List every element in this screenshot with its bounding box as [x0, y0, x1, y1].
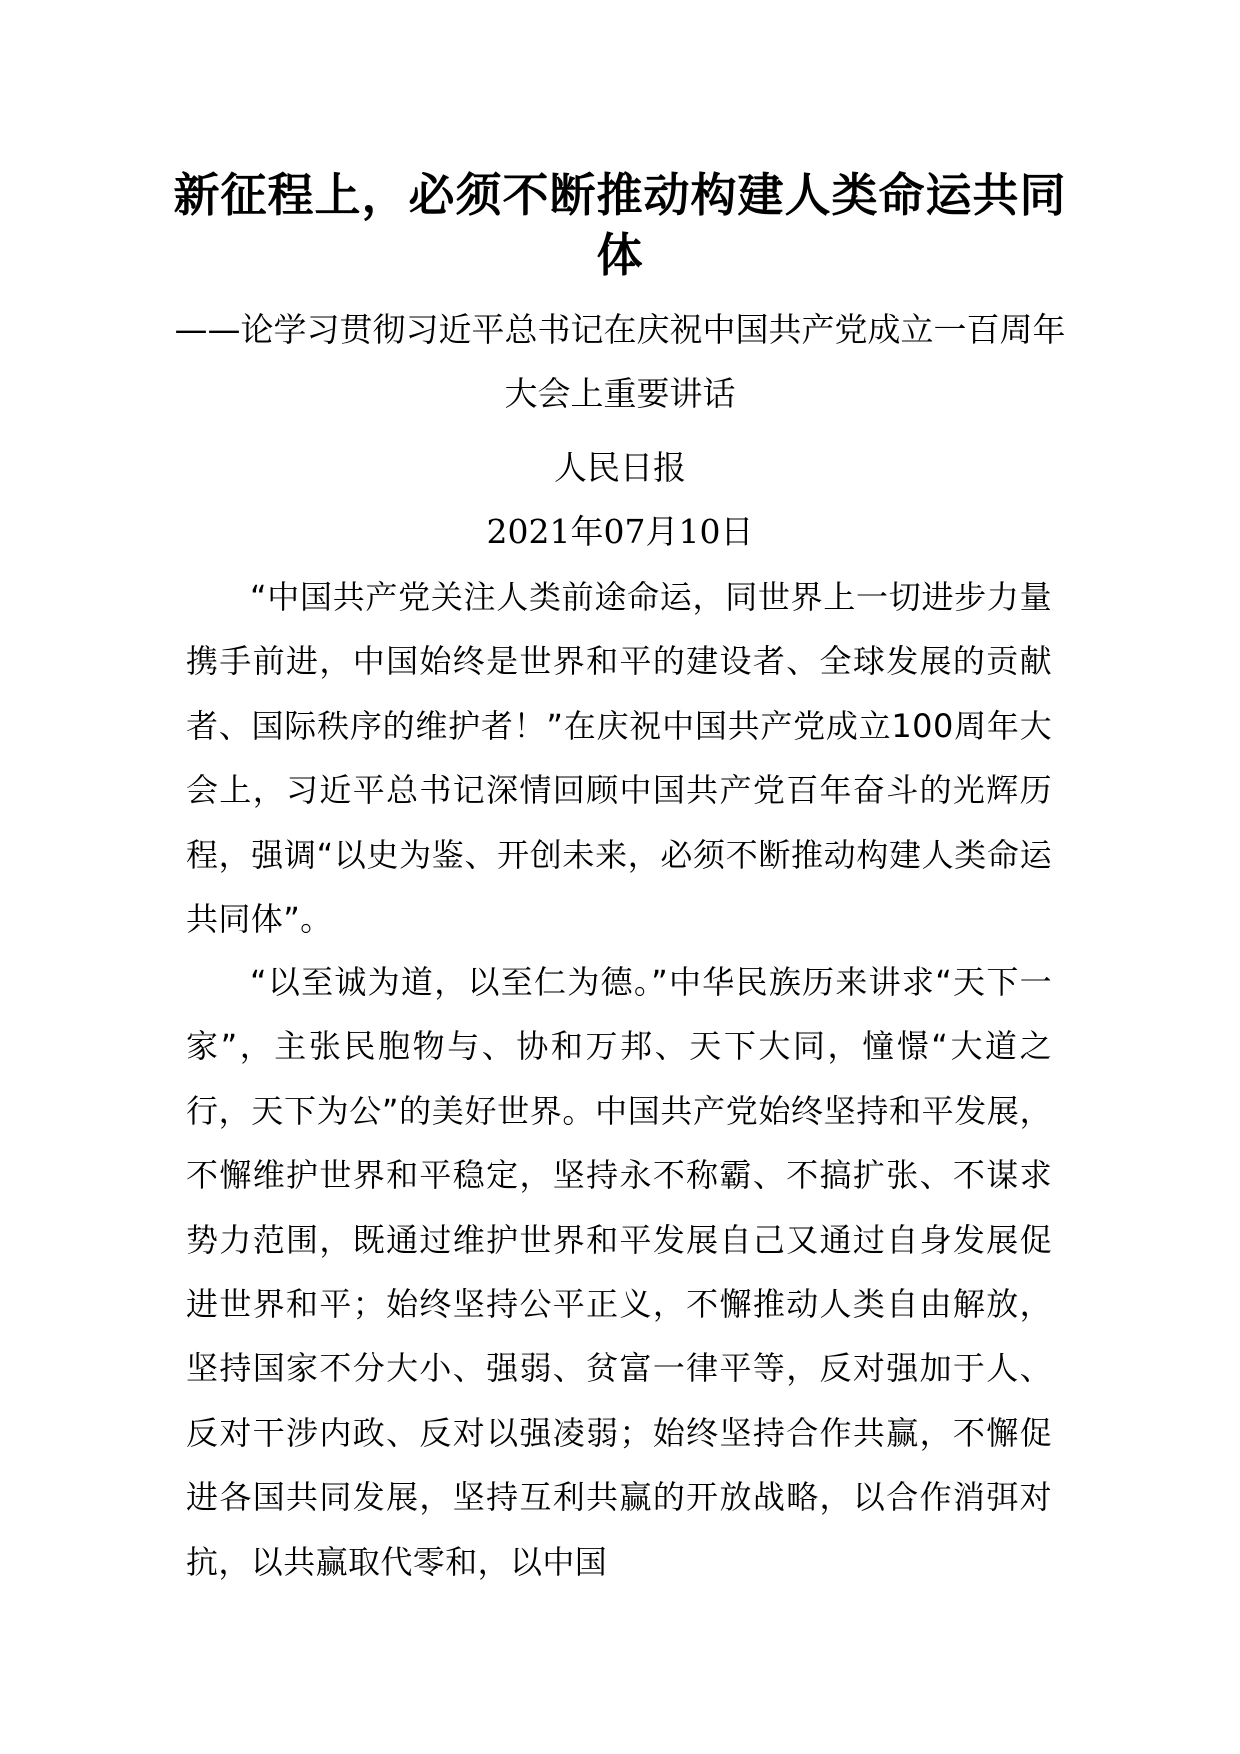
body-paragraph: “以至诚为道，以至仁为德。”中华民族历来讲求“天下一家”，主张民胞物与、协和万邦、天下大同，憧憬“大道之行，天下为公”的美好世界。中国共产党始终坚持和平发展，不懈维护世界和平稳定，坚持永不称霸、不搞扩张、不谋求势力范围，既通过维护世界和平发展自己又通过自身发展促进世界和平；始终坚持公平正义，不懈推动人类自由解放，坚持国家不分大小、强弱、贫富一律平等，反对强加于人、反对干涉内政、反对以强凌弱；始终坚持合作共赢，不懈促进各国共同发展，坚持互利共赢的开放战略，以合作消弭对抗，以共赢取代零和，以中国 [186, 963, 1052, 1581]
article-title: 新征程上，必须不断推动构建人类命运共同体 [173, 168, 1067, 282]
body-paragraph: “中国共产党关注人类前途命运，同世界上一切进步力量携手前进，中国始终是世界和平的建设者、全球发展的贡献者、国际秩序的维护者！”在庆祝中国共产党成立100周年大会上，习近平总书记深情回顾中国共产党百年奋斗的光辉历程，强调“以史为鉴、开创未来，必须不断推动构建人类命运共同体”。 [186, 578, 1052, 939]
article-source: 人民日报 [554, 448, 686, 487]
article-date: 2021年07月10日 [486, 512, 754, 551]
article-subtitle: ——论学习贯彻习近平总书记在庆祝中国共产党成立一百周年大会上重要讲话 [174, 310, 1066, 413]
